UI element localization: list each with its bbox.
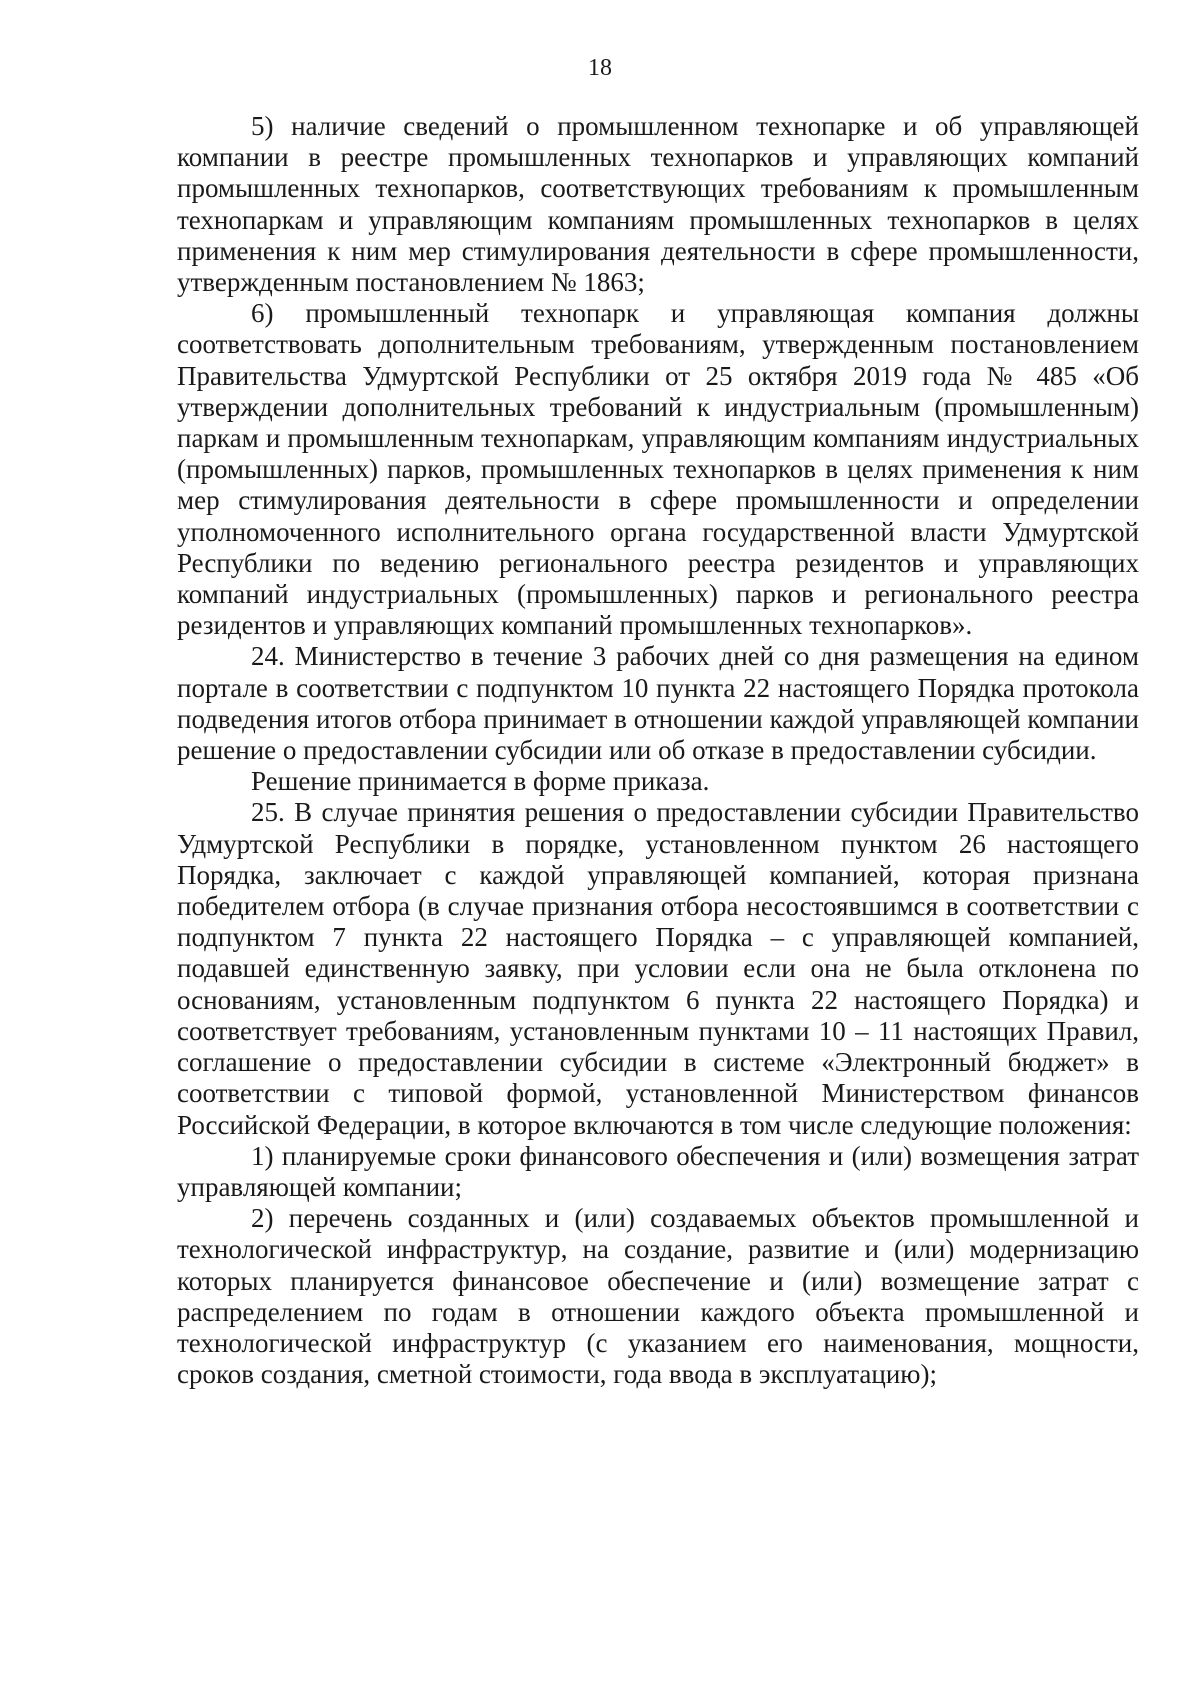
paragraph-item-5: 5) наличие сведений о промышленном технопарке и об управляющей компании в реестре промышленных технопарков и управляющих компаний промышленных технопарков, соответствующих требованиям к промышленным технопаркам и управляющим компаниям промышленных технопарков в целях применения к ним мер стимулирования деятельности в сфере промышленности, утвержденным постановлением № 1863; xyxy=(177,111,1139,298)
paragraph-clause-24: 24. Министерство в течение 3 рабочих дней со дня размещения на едином портале в соответствии с подпунктом 10 пункта 22 настоящего Порядка протокола подведения итогов отбора принимает в отношении каждой управляющей компании решение о предоставлении субсидии или об отказе в предоставлении субсидии. xyxy=(177,641,1139,766)
paragraph-subitem-1: 1) планируемые сроки финансового обеспечения и (или) возмещения затрат управляющей компании; xyxy=(177,1140,1139,1202)
paragraph-subitem-2: 2) перечень созданных и (или) создаваемых объектов промышленной и технологической инфраструктур, на создание, развитие и (или) модернизацию которых планируется финансовое обеспечение и (или) возмещение затрат с распределением по годам в отношении каждого объекта промышленной и технологической инфраструктур (с указанием его наименования, мощности, сроков создания, сметной стоимости, года ввода в эксплуатацию); xyxy=(177,1203,1139,1390)
paragraph-decision-form: Решение принимается в форме приказа. xyxy=(251,766,710,797)
document-body xyxy=(177,111,1139,1390)
page-number: 18 xyxy=(588,55,612,81)
paragraph-clause-25: 25. В случае принятия решения о предоставлении субсидии Правительство Удмуртской Республики в порядке, установленном пунктом 26 настоящего Порядка, заключает с каждой управляющей компанией, которая признана победителем отбора (в случае признания отбора несостоявшимся в соответствии с подпунктом 7 пункта 22 настоящего Порядка – с управляющей компанией, подавшей единственную заявку, при условии если она не была отклонена по основаниям, установленным подпунктом 6 пункта 22 настоящего Порядка) и соответствует требованиям, установленным пунктами 10 – 11 настоящих Правил, соглашение о предоставлении субсидии в системе «Электронный бюджет» в соответствии с типовой формой, установленной Министерством финансов Российской Федерации, в которое включаются в том числе следующие положения: xyxy=(177,797,1139,1140)
paragraph-item-6: 6) промышленный технопарк и управляющая компания должны соответствовать дополнительным требованиям, утвержденным постановлением Правительства Удмуртской Республики от 25 октября 2019 года № 485 «Об утверждении дополнительных требований к индустриальным (промышленным) паркам и промышленным технопаркам, управляющим компаниям индустриальных (промышленных) парков, промышленных технопарков в целях применения к ним мер стимулирования деятельности в сфере промышленности и определении уполномоченного исполнительного органа государственной власти Удмуртской Республики по ведению регионального реестра резидентов и управляющих компаний индустриальных (промышленных) парков и регионального реестра резидентов и управляющих компаний промышленных технопарков». xyxy=(177,298,1139,641)
